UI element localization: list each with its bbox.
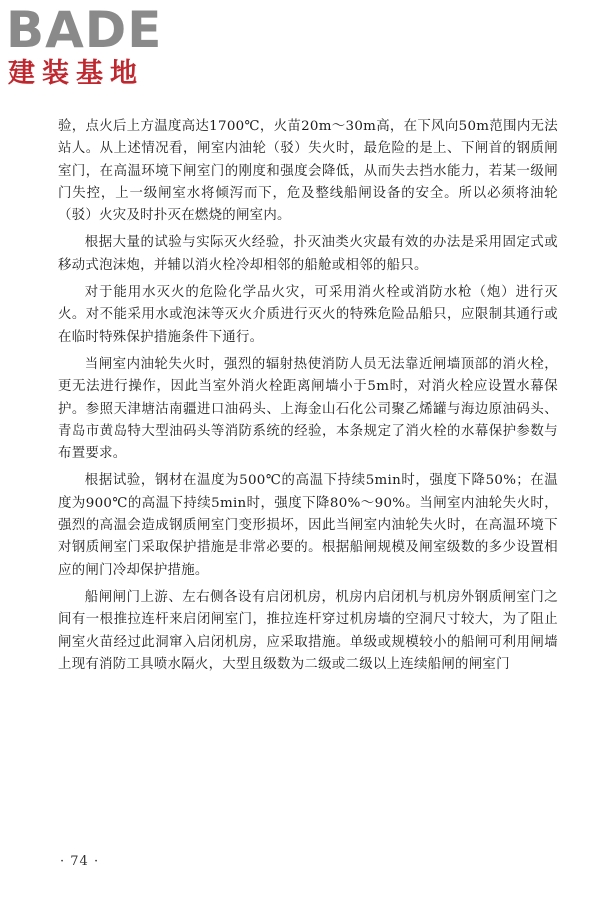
logo-subtitle: 建装基地 <box>8 58 144 89</box>
paragraph: 根据试验，钢材在温度为500℃的高温下持续5min时，强度下降50%；在温度为900℃的高温下持续5min时，强度下降80%～90%。当闸室内油轮失火时，强烈的高温会造成钢质闸室门变形损坏，因此当闸室内油轮失火时，在高温环境下对钢质闸室门采取保护措施是非常必要的。根据船闸规模及闸室级数的多少设置相应的闸门冷却保护措施。 <box>58 473 558 578</box>
paragraph-continuation: 验，点火后上方温度高达1700℃，火苗20m～30m高，在下风向50m范围内无法站人。从上述情况看，闸室内油轮（驳）失火时，最危险的是上、下闸首的钢质闸室门，在高温环境下闸室门的刚度和强度会降低，从而失去挡水能力，若某一级闸门失控，上一级闸室水将倾泻而下，危及整线船闸设备的安全。所以必须将油轮（驳）火灾及时扑灭在燃烧的闸室内。 <box>58 119 558 224</box>
paragraph: 对于能用水灭火的危险化学品火灾，可采用消火栓或消防水枪（炮）进行灭火。对不能采用水或泡沫等灭火介质进行灭火的特殊危险品船只，应限制其通行或在临时特殊保护措施条件下通行。 <box>58 285 558 345</box>
body-text <box>58 116 558 681</box>
paragraph: 当闸室内油轮失火时，强烈的辐射热使消防人员无法靠近闸墙顶部的消火栓，更无法进行操作，因此当室外消火栓距离闸墙小于5m时，对消火栓应设置水幕保护。参照天津塘沽南疆进口油码头、上海金山石化公司聚乙烯罐与海边原油码头、青岛市黄岛特大型油码头等消防系统的经验，本条规定了消火栓的水幕保护参数与布置要求。 <box>58 356 558 462</box>
bade-logo <box>6 2 186 98</box>
paragraph: 根据大量的试验与实际灭火经验，扑灭油类火灾最有效的办法是采用固定式或移动式泡沫炮，并辅以消火栓冷却相邻的船舱或相邻的船只。 <box>58 235 558 273</box>
paragraph: 船闸闸门上游、左右侧各设有启闭机房，机房内启闭机与机房外钢质闸室门之间有一根推拉连杆来启闭闸室门，推拉连杆穿过机房墙的空洞尺寸较大，为了阻止闸室火苗经过此洞窜入启闭机房，应采取措施。单级或规模较小的船闸可利用闸墙上现有消防工具喷水隔火，大型且级数为二级或二级以上连续船闸的闸室门 <box>58 589 558 672</box>
page-number: · 74 · <box>60 854 100 869</box>
logo-wordmark: BADE <box>6 1 163 59</box>
